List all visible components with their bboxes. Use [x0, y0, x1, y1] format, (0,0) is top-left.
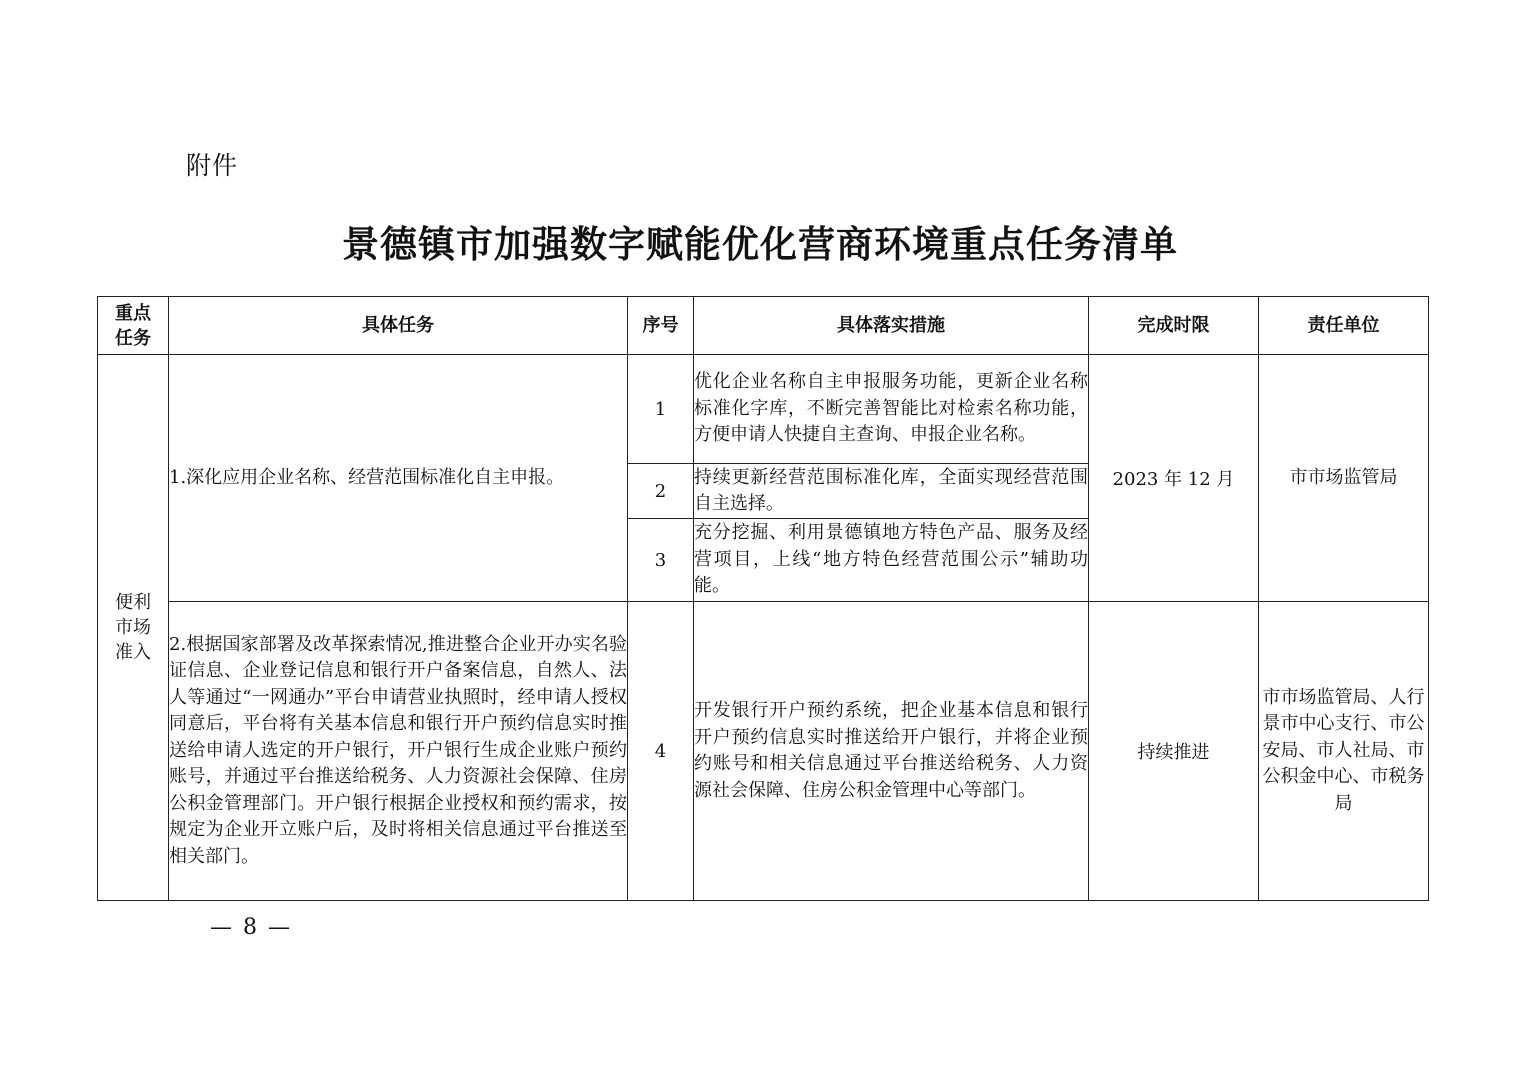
page-number: — 8 —: [210, 915, 292, 940]
unit-cell-2: 市市场监管局、人行景市中心支行、市公安局、市人社局、市公积金中心、市税务局: [1259, 602, 1429, 901]
table-row: [98, 602, 1429, 901]
measure-cell: 持续更新经营范围标准化库，全面实现经营范围自主选择。: [694, 464, 1089, 519]
attachment-label: 附件: [186, 151, 239, 180]
measure-cell: 充分挖掘、利用景德镇地方特色产品、服务及经营项目，上线“地方特色经营范围公示”辅助功能。: [694, 519, 1089, 602]
deadline-cell-1: 2023 年 12 月: [1089, 355, 1259, 602]
header-specific-task: 具体任务: [169, 297, 628, 355]
table-row: [98, 355, 1429, 464]
header-measure: 具体落实措施: [694, 297, 1089, 355]
category-label: 便利市场准入: [115, 592, 151, 663]
document-title: 景德镇市加强数字赋能优化营商环境重点任务清单: [342, 222, 1178, 266]
seq-cell: 4: [628, 602, 694, 901]
category-cell: [98, 355, 169, 901]
seq-cell: 3: [628, 519, 694, 602]
table-header-row: [98, 297, 1429, 355]
measure-cell: 优化企业名称自主申报服务功能，更新企业名称标准化字库，不断完善智能比对检索名称功能，方便申请人快捷自主查询、申报企业名称。: [694, 355, 1089, 464]
deadline-cell-2: 持续推进: [1089, 602, 1259, 901]
task-cell-1: [169, 355, 628, 602]
header-deadline: 完成时限: [1089, 297, 1259, 355]
task-table: [97, 296, 1429, 901]
header-seq: 序号: [628, 297, 694, 355]
measure-cell: 开发银行开户预约系统，把企业基本信息和银行开户预约信息实时推送给开户银行，并将企业预约账号和相关信息通过平台推送给税务、人力资源社会保障、住房公积金管理中心等部门。: [694, 602, 1089, 901]
task-cell-2: 2.根据国家部署及改革探索情况,推进整合企业开办实名验证信息、企业登记信息和银行开户备案信息，自然人、法人等通过“一网通办”平台申请营业执照时，经申请人授权同意后，平台将有关基本信息和银行开户预约信息实时推送给申请人选定的开户银行，开户银行生成企业账户预约账号，并通过平台推送给税务、人力资源社会保障、住房公积金管理部门。开户银行根据企业授权和预约需求，按规定为企业开立账户后，及时将相关信息通过平台推送至相关部门。: [169, 602, 628, 901]
seq-cell: 1: [628, 355, 694, 464]
header-key-task: 重点任务: [98, 297, 169, 355]
unit-cell-1: 市市场监管局: [1259, 355, 1429, 602]
header-unit: 责任单位: [1259, 297, 1429, 355]
task-text-1: 1.深化应用企业名称、经营范围标准化自主申报。: [169, 466, 565, 488]
seq-cell: 2: [628, 464, 694, 519]
